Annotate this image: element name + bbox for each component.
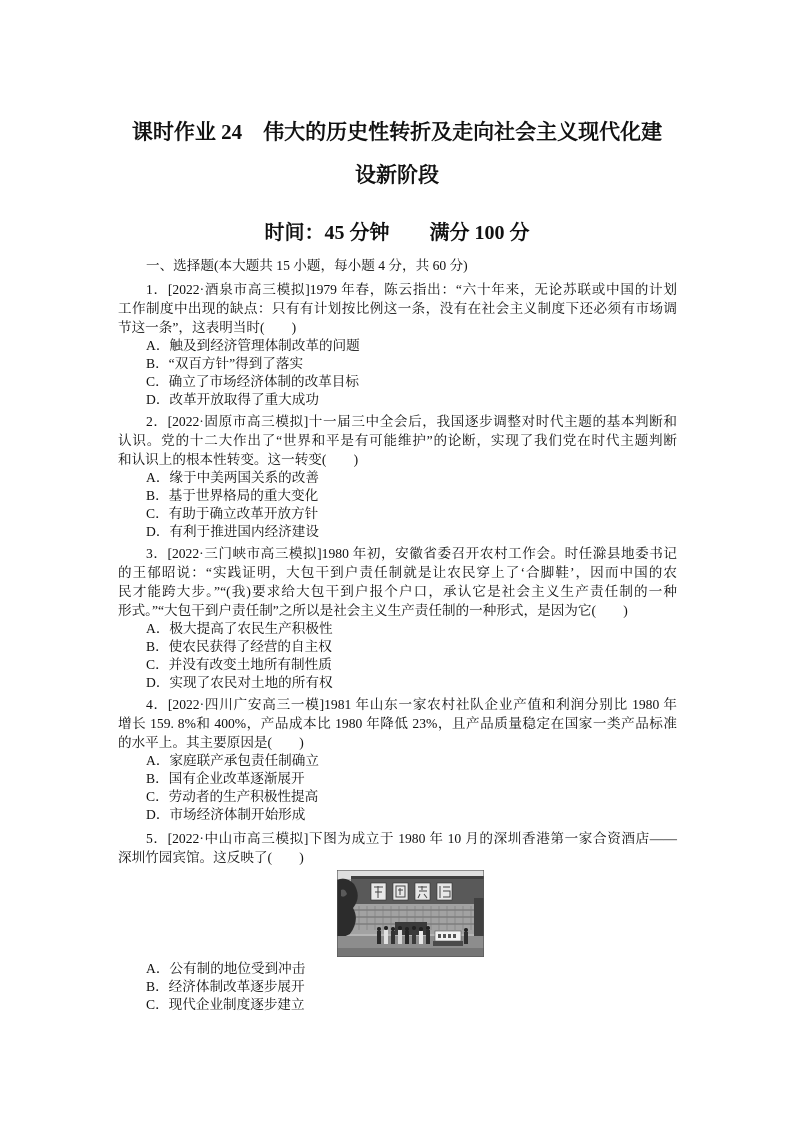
question-stem-line: 的水平上。其主要原因是( ) — [118, 734, 304, 750]
question-stem-line: 增长 159. 8%和 400%，产品成本比 1980 年降低 23%，且产品质量稳定在国家一类产品标准 — [118, 715, 677, 731]
option-d: D．市场经济体制开始形成 — [146, 806, 306, 822]
hotel-photo-image — [337, 870, 484, 957]
section-heading: 一、选择题(本大题共 15 小题，每小题 4 分，共 60 分) — [146, 257, 468, 273]
question-stem-line: 1．[2022·酒泉市高三模拟]1979 年春，陈云指出：“六十年来，无论苏联或中国的计划 — [146, 281, 677, 297]
option-c: C．确立了市场经济体制的改革目标 — [146, 373, 359, 389]
question-2 — [118, 412, 677, 541]
question-4 — [118, 695, 677, 824]
question-stem-line: 3．[2022·三门峡市高三模拟]1980 年初，安徽省委召开农村工作会。时任滁县地委书记 — [146, 545, 677, 561]
title-line-1: 课时作业 24 伟大的历史性转折及走向社会主义现代化建 — [131, 120, 663, 144]
question-stem-line: 5．[2022·中山市高三模拟]下图为成立于 1980 年 10 月的深圳香港第一家合资酒店—— — [146, 830, 677, 846]
question-5 — [118, 829, 677, 1015]
hotel-photo — [337, 870, 484, 957]
title-line-2: 设新阶段 — [355, 163, 439, 187]
option-b: B．国有企业改革逐渐展开 — [146, 770, 305, 786]
question-stem-line: 的王郁昭说：“实践证明，大包干到户责任制就是让农民穿上了‘合脚鞋’，因而中国的农 — [118, 564, 677, 580]
signboard — [351, 876, 484, 904]
option-c: C．有助于确立改革开放方针 — [146, 505, 319, 521]
question-stem-line: 2．[2022·固原市高三模拟]十一届三中全会后，我国逐步调整对时代主题的基本判断和 — [146, 413, 677, 429]
option-c: C．现代企业制度逐步建立 — [146, 997, 305, 1012]
option-d: D．实现了农民对土地的所有权 — [146, 674, 333, 690]
question-stem-line: 民才能跨大步。”“(我)要求给大包干到户报个户口，承认它是社会主义生产责任制的一种 — [118, 583, 677, 599]
option-a: A．缘于中美两国关系的改善 — [146, 469, 319, 485]
option-c: C．劳动者的生产积极性提高 — [146, 788, 319, 804]
option-b: B．使农民获得了经营的自主权 — [146, 638, 332, 654]
question-stem-line: 工作制度中出现的缺点：只有有计划按比例这一条，没有在社会主义制度下还必须有市场调 — [118, 300, 677, 316]
option-c: C．并没有改变土地所有制性质 — [146, 656, 332, 672]
option-d: D．有利于推进国内经济建设 — [146, 523, 319, 539]
page-title — [0, 111, 794, 197]
option-b: B．基于世界格局的重大变化 — [146, 487, 319, 503]
front-sign — [433, 931, 463, 946]
time-and-score: 时间：45 分钟 满分 100 分 — [264, 222, 530, 244]
question-stem-line: 形式。”“大包干到户责任制”之所以是社会主义生产责任制的一种形式，是因为它( ) — [118, 602, 628, 618]
option-a: A．极大提高了农民生产积极性 — [146, 620, 333, 636]
question-stem-line: 认识。党的十二大作出了“世界和平是有可能维护”的论断，实现了我们党在时代主题判断 — [118, 432, 677, 448]
question-1 — [118, 280, 677, 409]
option-b: B．经济体制改革逐步展开 — [146, 979, 305, 994]
option-a: A．公有制的地位受到冲击 — [146, 961, 306, 976]
option-b: B．“双百方针”得到了落实 — [146, 355, 304, 371]
question-3 — [118, 544, 677, 692]
option-a: A．家庭联产承包责任制确立 — [146, 752, 319, 768]
question-stem-line: 深圳竹园宾馆。这反映了( ) — [118, 849, 304, 865]
option-a: A．触及到经济管理体制改革的问题 — [146, 337, 360, 353]
option-d: D．改革开放取得了重大成功 — [146, 391, 319, 407]
question-stem-line: 节这一条”，这表明当时( ) — [118, 319, 297, 335]
question-stem-line: 和认识上的根本性转变。这一转变( ) — [118, 451, 359, 467]
question-stem-line: 4．[2022·四川广安高三一模]1981 年山东一家农村社队企业产值和利润分别比 1980 年 — [146, 696, 677, 712]
